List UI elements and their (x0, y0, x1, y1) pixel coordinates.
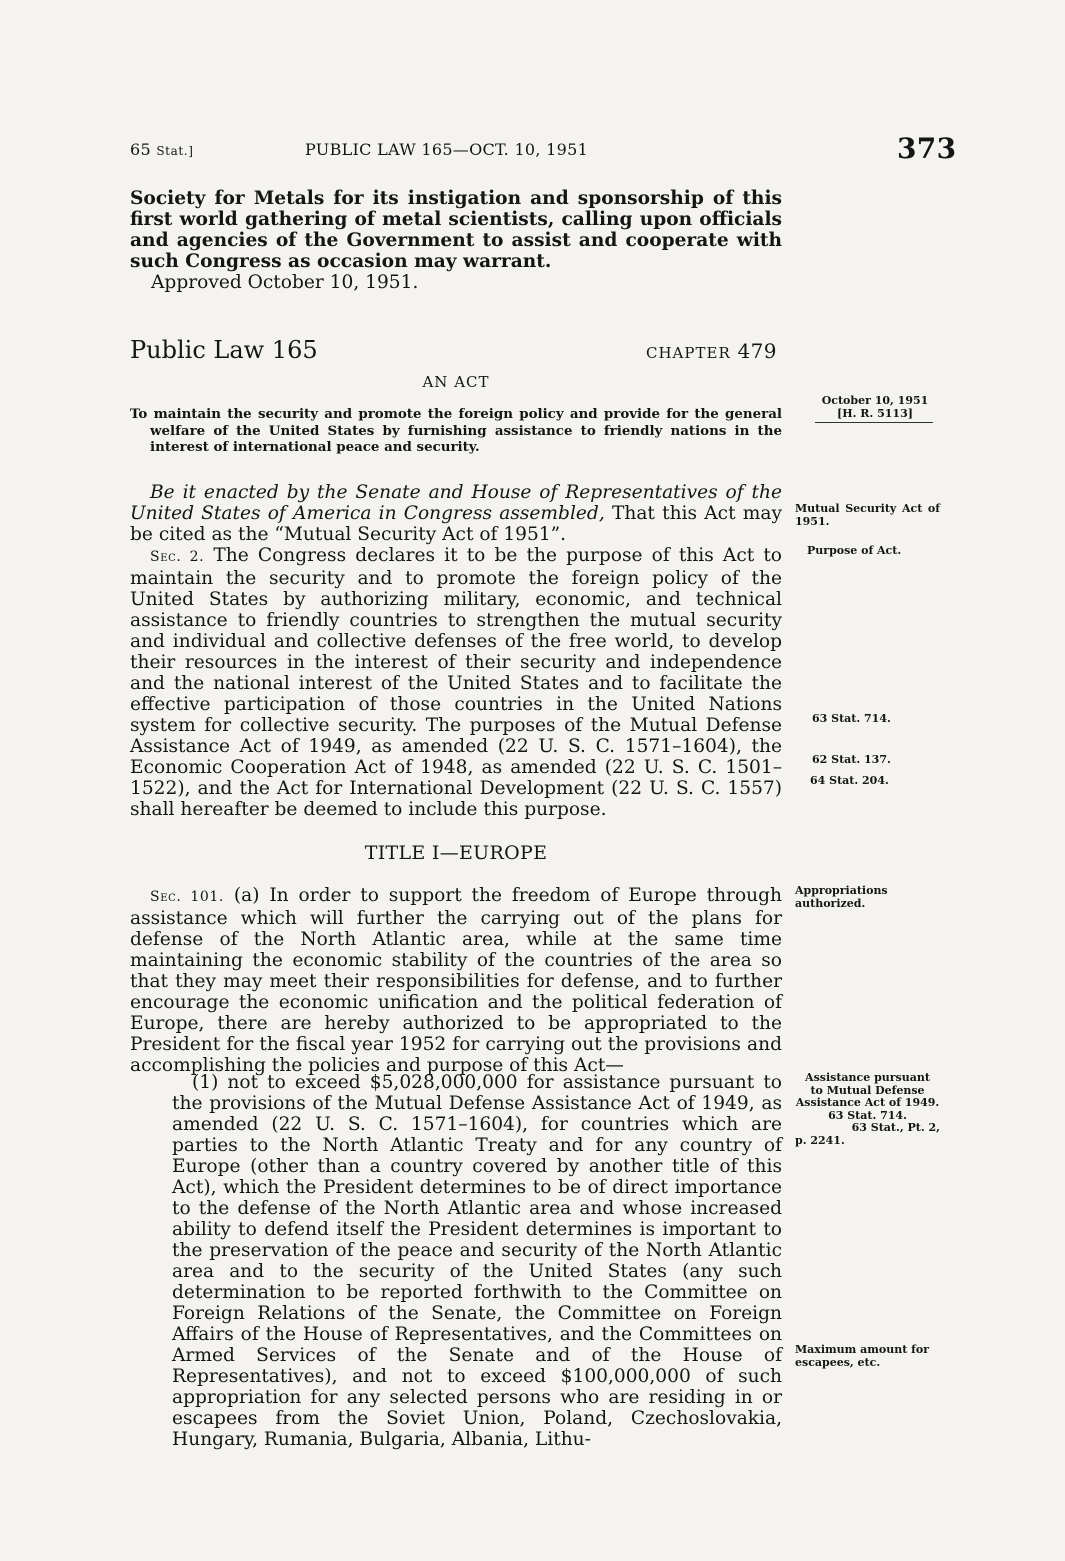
margin-note-64-stat: 64 Stat. 204. (810, 774, 889, 787)
enacting-clause: Be it enacted by the Senate and House of Representatives of the United States of America in Congress assembled, That this Act may be cited as the “Mutual Security Act of 1951”. (130, 482, 783, 545)
margin-note-purpose: Purpose of Act. (807, 544, 902, 557)
lead-paragraph: Society for Metals for its instigation and sponsorship of this first world gathering of metal scientists, calling upon officials and agencies of the Government to assist and cooperate with such Congress as occasion may warrant. (130, 188, 782, 272)
title-heading: TITLE I—EUROPE (364, 842, 548, 864)
margin-note-msa: Mutual Security Act of 1951. (795, 502, 940, 528)
section-101-label: Sec. 101. (150, 889, 224, 905)
margin-note-62-stat: 62 Stat. 137. (812, 753, 891, 766)
margin-note-63-stat: 63 Stat. 714. (812, 712, 891, 725)
act-purpose: To maintain the security and promote the foreign policy and provide for the general welfare of the United States by furnishing assistance to friendly nations in the interest of international peace and security. (130, 406, 782, 455)
margin-note-maximum: Maximum amount for escapees, etc. (795, 1343, 930, 1369)
running-header: PUBLIC LAW 165—OCT. 10, 1951 (305, 140, 589, 159)
an-act-heading: AN ACT (422, 373, 490, 391)
chapter-heading: CHAPTER 479 (646, 339, 777, 363)
public-law-title: Public Law 165 (130, 336, 318, 364)
stat-volume-header: 65 Stat.] (130, 140, 194, 159)
page-number: 373 (897, 132, 957, 165)
section-101: Sec. 101. (a) In order to support the freedom of Europe through assistance which will further the carrying out of the plans for defense of the North Atlantic area, while at the same time maintaining the economic stability of the countries of the area so that they may meet their responsibilities for defense, and to further encourage the economic unification and the political federation of Europe, there are hereby authorized to be appropriated to the President for the fiscal year 1952 for carrying out the provisions and accomplishing the policies and purpose of this Act— (130, 885, 782, 1076)
paragraph-1: (1) not to exceed $5,028,000,000 for assistance pursuant to the provisions of the Mutual Defense Assistance Act of 1949, as amended (22 U. S. C. 1571–1604), for countries which are parties to the North Atlantic Treaty and for any country of Europe (other than a country covered by another title of this Act), which the President determines to be of direct importance to the defense of the North Atlantic area and whose increased ability to defend itself the President determines is important to the preservation of the peace and security of the North Atlantic area and to the security of the United States (any such determination to be reported forthwith to the Committee on Foreign Relations of the Senate, the Committee on Foreign Affairs of the House of Representatives, and the Committees on Armed Services of the Senate and of the House of Representatives), and not to exceed $100,000,000 of such appropriation for any selected persons who are residing in or escapees from the Soviet Union, Poland, Czechoslovakia, Hungary, Rumania, Bulgaria, Albania, Lithu- (172, 1072, 782, 1450)
margin-note-appropriations: Appropriations authorized. (795, 884, 888, 910)
section-2: Sec. 2. The Congress declares it to be the purpose of this Act to maintain the security and to promote the foreign policy of the United States by authorizing military, economic, and technical assistance to friendly countries to strengthen the mutual security and individual and collective defenses of the free world, to develop their resources in the interest of their security and independence and the national interest of the United States and to facilitate the effective participation of those countries in the United Nations system for collective security. The purposes of the Mutual Defense Assistance Act of 1949, as amended (22 U. S. C. 1571–1604), the Economic Cooperation Act of 1948, as amended (22 U. S. C. 1501–1522), and the Act for International Development (22 U. S. C. 1557) shall hereafter be deemed to include this purpose. (130, 545, 782, 820)
margin-note-assistance: Assistance pursuant to Mutual Defense Assistance Act of 1949. 63 Stat. 714. 63 Stat., Pt. 2, p. 2241. (795, 1071, 940, 1147)
approval-date: Approved October 10, 1951. (151, 272, 419, 293)
margin-note-date: October 10, 1951 [H. R. 5113] (815, 395, 935, 423)
section-2-label: Sec. 2. (150, 549, 205, 565)
